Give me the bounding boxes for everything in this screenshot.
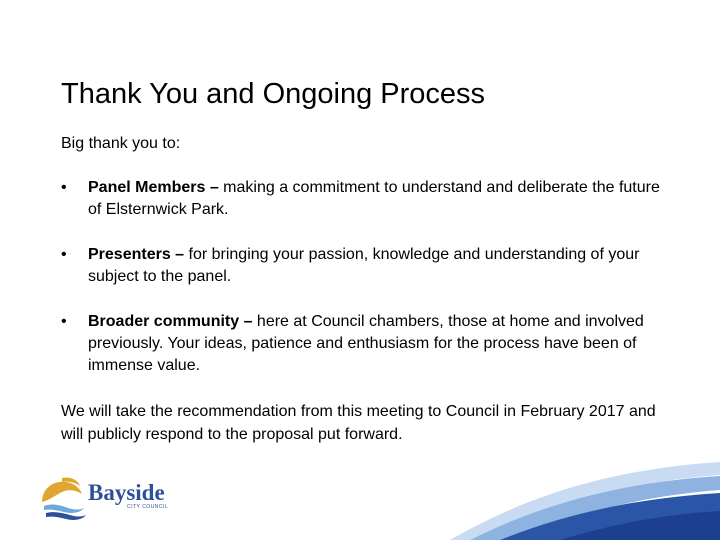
list-item <box>61 311 661 378</box>
bullet-marker: • <box>61 312 67 330</box>
logo-subtitle: CITY COUNCIL <box>127 504 169 510</box>
bullet-marker: • <box>61 179 67 196</box>
bullet-lead: Broader community – <box>88 312 253 330</box>
bullet-text: for bringing your passion, knowledge and understanding of your subject to the panel. <box>88 245 640 286</box>
closing-text: We will take the recommendation from this meeting to Council in February 2017 and will publicly respond to the proposal put forward. <box>61 403 656 443</box>
list-item <box>61 244 661 289</box>
logo-name: Bayside <box>88 480 165 505</box>
bullet-text: here at Council chambers, those at home and involved previously. Your ideas, patience and enthusiasm for the process have been of immense value. <box>88 312 644 375</box>
bullet-text: making a commitment to understand and deliberate the future of Elsternwick Park. <box>88 179 660 219</box>
list-item <box>61 177 661 222</box>
bullet-marker: • <box>61 245 67 263</box>
intro-text: Big thank you to: <box>61 135 181 152</box>
thank-you-list <box>61 177 661 400</box>
slide-title: Thank You and Ongoing Process <box>61 78 486 110</box>
bullet-lead: Presenters – <box>88 245 185 263</box>
bullet-lead: Panel Members – <box>88 179 219 196</box>
